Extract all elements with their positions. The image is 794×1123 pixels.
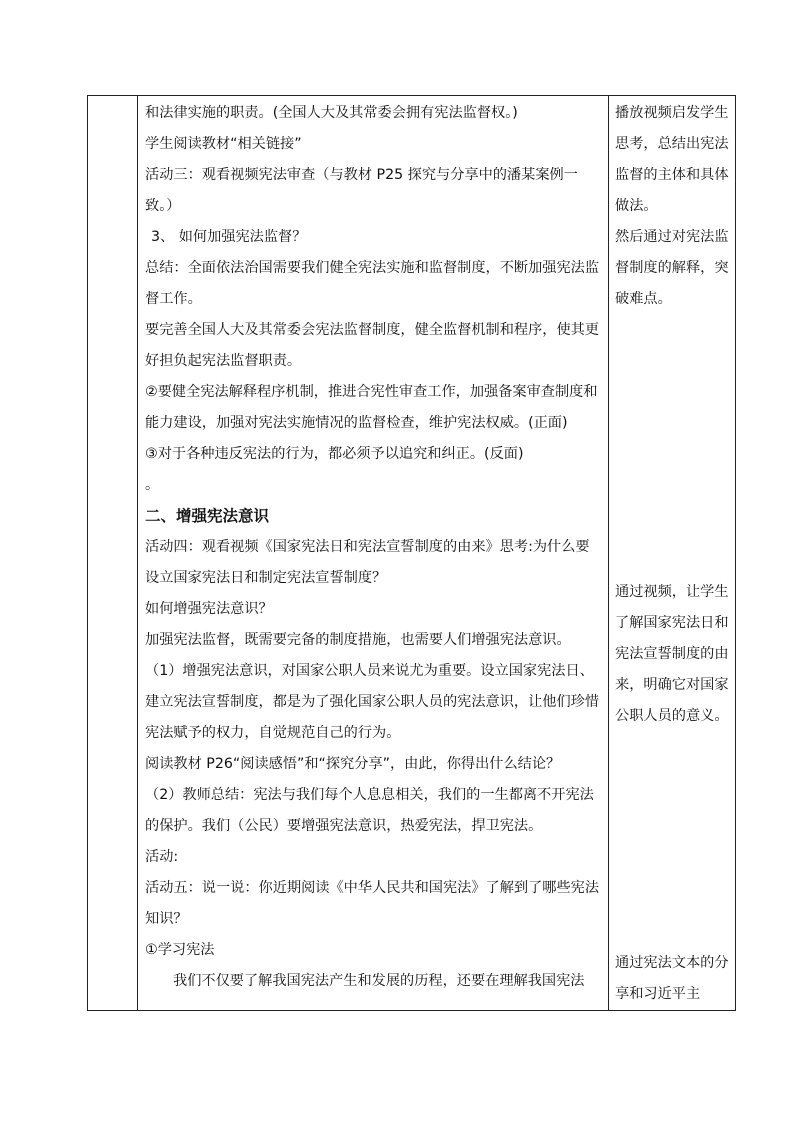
- note-4: 通过宪法文本的分享和习近平主: [615, 955, 729, 1002]
- lesson-plan-table: [87, 95, 736, 1011]
- text-line-1: 和法律实施的职责。(全国人大及其常委会拥有宪法监督权。): [145, 105, 518, 121]
- text-line-9: 。: [145, 477, 160, 493]
- design-intent-cell: [609, 96, 736, 1011]
- text-line-20: 我们不仅要了解我国宪法产生和发展的历程，还要在理解我国宪法: [173, 973, 585, 989]
- text-line-6: 要完善全国人大及其常委会宪法监督制度，健全监督机制和程序，使其更好担负起宪法监督职责。: [145, 322, 600, 369]
- note-2: 然后通过对宪法监督制度的解释，突破难点。: [615, 229, 729, 307]
- text-line-11: 活动四：观看视频《国家宪法日和宪法宣誓制度的由来》思考:为什么要设立国家宪法日和制定宪法宣誓制度？: [145, 539, 590, 586]
- text-line-14: （1）增强宪法意识，对国家公职人员来说尤为重要。设立国家宪法日、建立宪法宣誓制度，都是为了强化国家公职人员的宪法意识，让他们珍惜宪法赋予的权力，自觉规范自己的行为。: [145, 663, 600, 741]
- text-line-5: 总结：全面依法治国需要我们健全宪法实施和监督制度，不断加强宪法监督工作。: [145, 260, 600, 307]
- section-heading: 二、增强宪法意识: [145, 507, 270, 525]
- text-line-12: 如何增强宪法意识？: [145, 601, 273, 617]
- text-line-16: （2）教师总结：宪法与我们每个人息息相关，我们的一生都离不开宪法的保护。我们（公民）要增强宪法意识，热爱宪法，捍卫宪法。: [145, 787, 594, 834]
- note-1: 播放视频启发学生思考，总结出宪法监督的主体和具体做法。: [615, 105, 729, 214]
- text-line-13: 加强宪法监督，既需要完备的制度措施，也需要人们增强宪法意识。: [145, 632, 571, 648]
- text-line-4: 3、 如何加强宪法监督？: [151, 229, 307, 245]
- left-empty-cell: [88, 96, 138, 1011]
- text-line-18: 活动五：说一说：你近期阅读《中华人民共和国宪法》了解到了哪些宪法知识？: [145, 880, 600, 927]
- text-line-17: 活动:: [145, 849, 179, 865]
- text-line-15: 阅读教材 P26“阅读感悟”和“探究分享”，由此，你得出什么结论？: [145, 756, 561, 772]
- text-line-3: 活动三：观看视频宪法审查（与教材 P25 探究与分享中的潘某案例一致。）: [145, 167, 578, 214]
- text-line-19: ①学习宪法: [145, 942, 215, 958]
- table-row: [88, 96, 736, 1011]
- text-line-7: ②要健全宪法解释程序机制，推进合宪性审查工作，加强备案审查制度和能力建设，加强对宪法实施情况的监督检查，维护宪法权威。(正面): [145, 384, 598, 431]
- text-line-8: ③对于各种违反宪法的行为，都必须予以追究和纠正。(反面): [145, 446, 524, 462]
- text-line-2: 学生阅读教材“相关链接”: [145, 136, 302, 152]
- note-3: 通过视频，让学生了解国家宪法日和宪法宣誓制度的由来，明确它对国家公职人员的意义。: [615, 584, 729, 724]
- teaching-process-cell: [138, 96, 609, 1011]
